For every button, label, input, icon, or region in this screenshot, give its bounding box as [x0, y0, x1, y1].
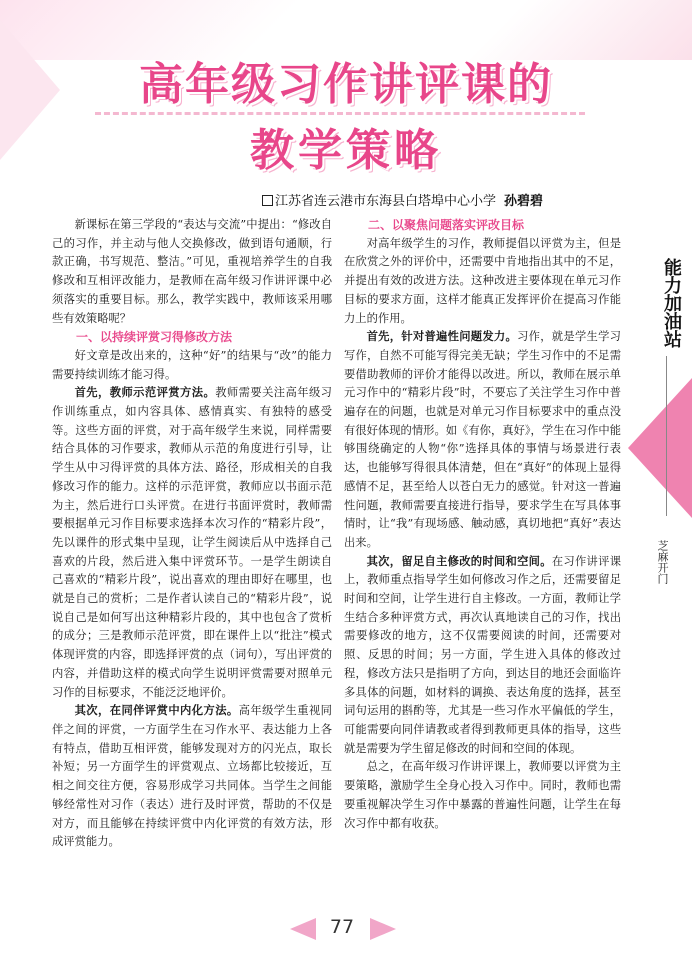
square-box-icon	[262, 195, 273, 206]
paragraph	[344, 328, 621, 552]
conclusion-paragraph: 总之，在高年级习作讲评课上，教师要以评赏为主要策略，激励学生全身心投入习作中。同时，教师也需要重视解决学生习作中暴露的普遍性问题，让学生在每次习作中都有收获。	[344, 760, 621, 830]
page-footer	[0, 912, 692, 952]
paragraph-body: 高年级学生重视同伴之间的评赏，一方面学生在习作水平、表达能力上各有特点，借助互相评赏，能够发现对方的闪光点，取长补短；另一方面学生的评赏观点、立场都比较接近，互相之间交往方便，容易形成学习共同体。当学生之间能够经常性对习作（表达）进行及时评赏，帮助的不仅是对方，而且能够在持续评赏中内化评赏的有效方法，形成评赏能力。	[52, 704, 332, 849]
article-title	[0, 58, 692, 178]
section-label: 能力加油站	[661, 258, 682, 348]
header-decoration	[0, 0, 692, 60]
paragraph	[344, 553, 621, 759]
byline-school: 江苏省连云港市东海县白塔埠中心小学	[275, 194, 497, 209]
paragraph	[52, 384, 332, 702]
section-heading-2: 二、以聚焦问题落实评改目标	[368, 218, 525, 232]
paragraph-body: 教师需要关注高年级习作训练重点，如内容具体、感情真实、有独特的感受等。这些方面的评赏，对于高年级学生来说，同样需要结合具体的习作要求，教师从示范的角度进行引导，让学生从中习得评赏的具体方法、路径，形成相关的自我修改习作的能力。这样的示范评赏，教师应以书面示范为主，然后进行口头评赏。在进行书面评赏时，教师需要根据单元习作目标要求选择本次习作的“精彩片段”，先以课件的形式集中呈现，让学生阅读后从中选择自己喜欢的片段，然后进入集中评赏环节。一是学生朗读自己喜欢的“精彩片段”，说出喜欢的理由即好在哪里，也就是自己的赏析；二是作者认读自己的“精彩片段”，说说自己是如何写出这种精彩片段的，其中也包含了赏析的成分；三是教师示范评赏，即在课件上以“批注”模式体现评赏的内容，即选择评赏的点（词句），写出评赏的内容，并借助这样的模式向学生说明评赏需要对照单元习作的目标要求，不能泛泛地评价。	[52, 386, 332, 699]
column-label: 芝麻开门	[656, 540, 669, 584]
left-column	[52, 216, 332, 852]
side-triangle-decoration	[628, 378, 692, 518]
paragraph: 对高年级学生的习作，教师提倡以评赏为主，但是在欣赏之外的评价中，还需要中肯地指出其中的不足，并提出有效的改进方法。这种改进主要体现在单元习作目标的要求方面，这样才能真正发挥评价在提高习作能力上的作用。	[344, 236, 621, 325]
left-arrow-icon	[290, 918, 316, 940]
right-arrow-icon	[370, 918, 396, 940]
intro-paragraph: 新课标在第三学段的“表达与交流”中提出：“修改自己的习作，并主动与他人交换修改，做到语句通顺，行款正确，书写规范、整洁。”可见，重视培养学生的自我修改和互相评改能力，是教师在高年级习作讲评课中必须落实的重要目标。那么，教学实践中，教师该采用哪些有效策略呢？	[52, 218, 332, 325]
paragraph: 好文章是改出来的，这种“好”的结果与“改”的能力需要持续训练才能习得。	[52, 348, 332, 381]
page-number: 77	[329, 916, 355, 938]
section-heading-1: 一、以持续评赏习得修改方法	[76, 330, 233, 345]
paragraph-lead: 其次，在同伴评赏中内化方法。	[74, 704, 239, 718]
paragraph-lead: 首先，教师示范评赏方法。	[74, 386, 216, 400]
paragraph-lead: 首先，针对普遍性问题发力。	[366, 330, 518, 344]
right-column	[344, 216, 621, 833]
paragraph-body: 习作，就是学生学习写作，自然不可能写得完美无缺；学生习作中的不足需要借助教师的评价才能得以改进。所以，教师在展示单元习作中的“精彩片段”时，不要忘了关注学生习作中普遍存在的问题，也就是对单元习作目标要求中的重点没有很好体现的情形。如《有你，真好》，学生在习作中能够围绕确定的人物“你”选择具体的事情与场景进行表达，也能够写得很具体清楚，但在“真好”的体现上显得感情不足，甚至给人以苍白无力的感觉。针对这一普遍性问题，教师需要直接进行指导，要求学生在写具体事情时，让“我”有现场感、触动感，真切地把“真好”表达出来。	[344, 330, 621, 549]
byline	[262, 190, 543, 209]
title-line-1: 高年级习作讲评课的	[139, 59, 553, 110]
byline-author: 孙碧碧	[504, 194, 544, 209]
paragraph-lead: 其次，留足自主修改的时间和空间。	[366, 554, 552, 568]
side-divider	[666, 356, 667, 516]
paragraph	[52, 702, 332, 852]
title-line-2: 教学策略	[250, 125, 442, 176]
paragraph-body: 在习作讲评课上，教师重点指导学生如何修改习作之后，还需要留足时间和空间，让学生进行自主修改。一方面，教师让学生结合多种评赏方式，再次认真地读自己的习作，找出需要修改的地方，这不仅需要阅读的时间，还需要对照、反思的时间；另一方面，学生进入具体的修改过程，修改方法只是指明了方向，到达目的地还会面临许多具体的问题，如材料的调换、表达角度的选择，甚至词句运用的斟酌等，尤其是一些习作水平偏低的学生，可能需要向同伴请教或者得到教师更具体的指导，这些就是需要为学生留足修改的时间和空间的体现。	[344, 554, 621, 755]
